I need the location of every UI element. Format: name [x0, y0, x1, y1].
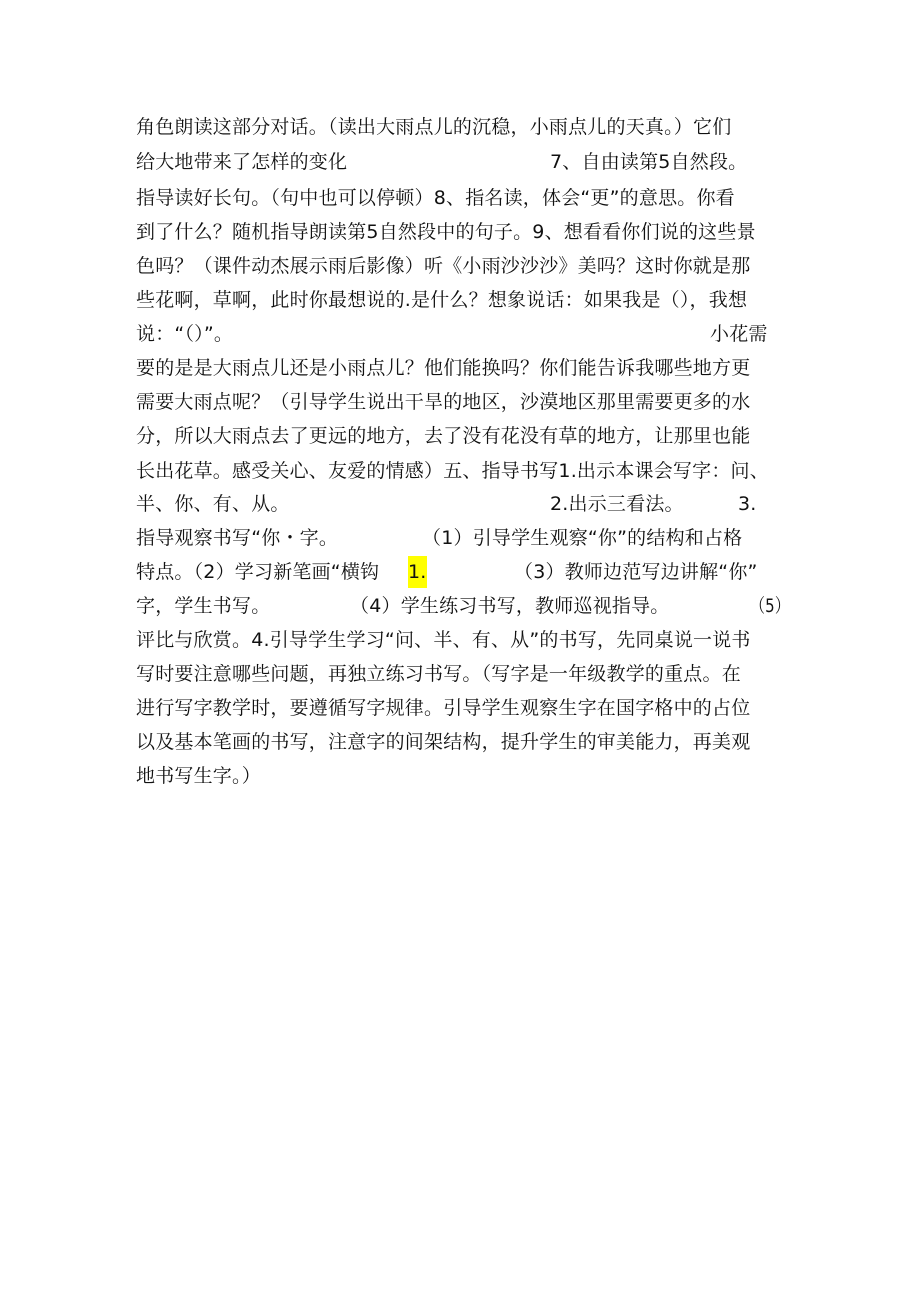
text-segment: 分，所以大雨点去了更远的地方，去了没有花没有草的地方，让那里也能: [136, 425, 751, 447]
text-segment: 指导观察书写“你・字。: [136, 527, 339, 549]
text-segment: 说：“（）”。: [136, 323, 234, 345]
text-segment: 进行写字教学时，要遵循写字规律。引导学生观察生字在国字格中的占位: [136, 697, 751, 719]
text-segment: （3）教师边范写边讲解“你”: [514, 561, 758, 583]
text-segment: 以及基本笔画的书写，注意字的间架结构，提升学生的审美能力，再美观: [136, 731, 751, 753]
text-segment: 2.出示三看法。: [550, 493, 684, 515]
text-segment: 3.: [738, 493, 757, 515]
text-segment: 字，学生书写。: [136, 595, 271, 617]
highlighted-text: 1.: [408, 556, 427, 588]
text-segment: （1）引导学生观察“你”的结构和占格: [422, 527, 743, 549]
text-segment: 小花需: [710, 323, 768, 345]
text-segment: （4）学生练习书写，教师巡视指导。: [350, 595, 670, 617]
text-segment: 写时要注意哪些问题，再独立练习书写。（写字是一年级教学的重点。在: [136, 663, 741, 685]
text-segment: 7、自由读第5自然段。: [550, 151, 748, 173]
text-segment: 到了什么？随机指导朗读第5自然段中的句子。9、想看看你们说的这些景: [136, 221, 756, 243]
text-segment: 角色朗读这部分对话。（读出大雨点儿的沉稳，小雨点儿的天真。）它们: [136, 116, 732, 138]
text-segment: （5）: [750, 595, 791, 617]
text-segment: 需要大雨点呢？（引导学生说出干旱的地区，沙漠地区那里需要更多的水: [136, 391, 751, 413]
text-segment: 评比与欣赏。4.引导学生学习“问、半、有、从”的书写，先同桌说一说书: [136, 629, 751, 651]
text-segment: 长出花草。感受关心、友爱的情感）五、指导书写1.出示本课会写字：问、: [136, 460, 769, 482]
text-segment: 指导读好长句。（句中也可以停顿）8、指名读，体会“更”的意思。你看: [136, 187, 735, 209]
text-segment: 要的是是大雨点儿还是小雨点儿？他们能换吗？你们能告诉我哪些地方更: [136, 357, 751, 379]
text-segment: 色吗？（课件动杰展示雨后影像）听《小雨沙沙沙》美吗？这时你就是那: [136, 255, 751, 277]
text-segment: 特点。（2）学习新笔画“横钩: [136, 561, 380, 583]
text-segment: 给大地带来了怎样的变化: [136, 151, 348, 173]
text-segment: 半、你、有、从。: [136, 493, 290, 515]
text-segment: 地书写生字。）: [136, 765, 261, 787]
text-segment: 些花啊，草啊，此时你最想说的.是什么？想象说话：如果我是（），我想: [136, 289, 748, 311]
